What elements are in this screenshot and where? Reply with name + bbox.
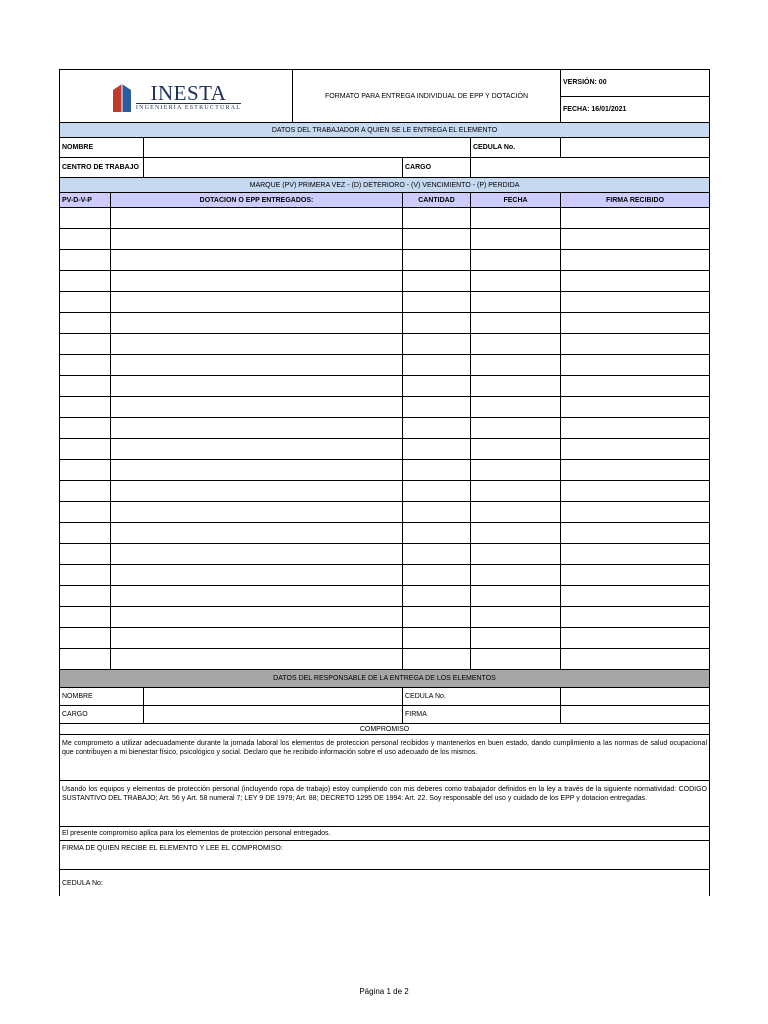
fecha-cell[interactable] xyxy=(471,586,561,607)
dotacion-cell[interactable] xyxy=(111,334,403,355)
fecha-cell[interactable] xyxy=(471,313,561,334)
legend-banner: MARQUE (PV) PRIMERA VEZ - (D) DETERIORO - (V) VENCIMIENTO - (P) PERDIDA xyxy=(60,178,710,193)
logo-cell xyxy=(60,70,293,123)
table-row xyxy=(60,292,710,313)
cantidad-cell[interactable] xyxy=(403,439,471,460)
pvdvp-cell[interactable] xyxy=(60,250,111,271)
compromiso-paragraph-2: Usando los equipos y elementos de protección personal (incluyendo ropa de trabajo) estoy cumpliendo con mis deberes como trabajador definidos en la ley a través de la siguiente normatividad: CODIGO SUSTANTIVO DEL TRABAJO; Art. 56 y Art. 58 numeral 7; LEY 9 DE 1979; Art. 88; DECRETO 1295 DE 1994: Art. 22. Soy responsable del uso y cuidado de los EPP y dotacion entregadas. xyxy=(60,781,710,827)
fecha-cell[interactable] xyxy=(471,565,561,586)
epp-form-table xyxy=(59,69,710,896)
compromiso-paragraph-1: Me comprometo a utilizar adecuadamente durante la jornada laboral los elementos de proteccion personal recibidos y mantenerlos en buen estado, dando cumplimiento a las normas de salud ocupacional que contribuyen a mi bienestar físico, psicológico y social. Declaro que he recibido información sobre el uso adecuado de los mismos. xyxy=(60,735,710,781)
cantidad-cell[interactable] xyxy=(403,313,471,334)
dotacion-cell[interactable] xyxy=(111,607,403,628)
fecha-cell[interactable] xyxy=(471,628,561,649)
table-row xyxy=(60,607,710,628)
form-sheet xyxy=(59,69,709,896)
col-header-cantidad: CANTIDAD xyxy=(403,193,471,208)
firma-cell[interactable] xyxy=(561,565,710,586)
pvdvp-cell[interactable] xyxy=(60,481,111,502)
table-row xyxy=(60,502,710,523)
fecha-cell[interactable] xyxy=(471,271,561,292)
cantidad-cell[interactable] xyxy=(403,460,471,481)
pvdvp-cell[interactable] xyxy=(60,649,111,670)
responsible-section-title: DATOS DEL RESPONSABLE DE LA ENTREGA DE LOS ELEMENTOS xyxy=(60,670,710,688)
table-row xyxy=(60,334,710,355)
page-number: Página 1 de 2 xyxy=(359,987,409,996)
fecha-cell[interactable] xyxy=(471,523,561,544)
dotacion-cell[interactable] xyxy=(111,271,403,292)
pvdvp-cell[interactable] xyxy=(60,565,111,586)
dotacion-cell[interactable] xyxy=(111,292,403,313)
fecha-cell[interactable] xyxy=(471,376,561,397)
firma-cell[interactable] xyxy=(561,460,710,481)
fecha-cell[interactable] xyxy=(471,418,561,439)
table-row xyxy=(60,439,710,460)
table-row xyxy=(60,418,710,439)
cantidad-cell[interactable] xyxy=(403,565,471,586)
fecha-cell[interactable] xyxy=(471,250,561,271)
cantidad-cell[interactable] xyxy=(403,586,471,607)
firma-cell[interactable] xyxy=(561,397,710,418)
worker-cedula-field[interactable] xyxy=(561,138,710,158)
cantidad-cell[interactable] xyxy=(403,376,471,397)
cantidad-cell[interactable] xyxy=(403,229,471,250)
company-logo xyxy=(111,82,241,112)
table-row xyxy=(60,565,710,586)
responsible-firma-field[interactable] xyxy=(561,706,710,724)
pvdvp-cell[interactable] xyxy=(60,628,111,649)
firma-cell[interactable] xyxy=(561,418,710,439)
dotacion-cell[interactable] xyxy=(111,418,403,439)
firma-cell[interactable] xyxy=(561,481,710,502)
cantidad-cell[interactable] xyxy=(403,418,471,439)
firma-cell[interactable] xyxy=(561,229,710,250)
fecha-cell[interactable] xyxy=(471,649,561,670)
pvdvp-cell[interactable] xyxy=(60,607,111,628)
firma-cell[interactable] xyxy=(561,292,710,313)
pvdvp-cell[interactable] xyxy=(60,586,111,607)
pvdvp-cell[interactable] xyxy=(60,460,111,481)
responsible-firma-label: FIRMA xyxy=(403,706,561,724)
cantidad-cell[interactable] xyxy=(403,397,471,418)
dotacion-cell[interactable] xyxy=(111,313,403,334)
firma-cell[interactable] xyxy=(561,334,710,355)
pvdvp-cell[interactable] xyxy=(60,313,111,334)
pvdvp-cell[interactable] xyxy=(60,229,111,250)
compromiso-title: COMPROMISO xyxy=(60,724,710,735)
cantidad-cell[interactable] xyxy=(403,481,471,502)
cantidad-cell[interactable] xyxy=(403,523,471,544)
dotacion-cell[interactable] xyxy=(111,502,403,523)
cantidad-cell[interactable] xyxy=(403,334,471,355)
firma-recibe-field[interactable]: FIRMA DE QUIEN RECIBE EL ELEMENTO Y LEE EL COMPROMISO: xyxy=(60,841,710,870)
worker-nombre-label: NOMBRE xyxy=(60,138,144,158)
fecha-cell[interactable] xyxy=(471,439,561,460)
table-row xyxy=(60,397,710,418)
epp-rows xyxy=(60,208,710,670)
table-row xyxy=(60,649,710,670)
pvdvp-cell[interactable] xyxy=(60,439,111,460)
dotacion-cell[interactable] xyxy=(111,544,403,565)
pvdvp-cell[interactable] xyxy=(60,502,111,523)
dotacion-cell[interactable] xyxy=(111,397,403,418)
pvdvp-cell[interactable] xyxy=(60,418,111,439)
logo-subtitle: INGENIERÍA ESTRUCTURAL xyxy=(135,105,242,111)
dotacion-cell[interactable] xyxy=(111,565,403,586)
fecha-cell[interactable] xyxy=(471,397,561,418)
firma-cell[interactable] xyxy=(561,271,710,292)
dotacion-cell[interactable] xyxy=(111,376,403,397)
fecha-cell[interactable] xyxy=(471,460,561,481)
fecha-cell[interactable] xyxy=(471,334,561,355)
cantidad-cell[interactable] xyxy=(403,208,471,229)
table-row xyxy=(60,460,710,481)
firma-cell[interactable] xyxy=(561,649,710,670)
firma-cell[interactable] xyxy=(561,313,710,334)
fecha-cell[interactable] xyxy=(471,544,561,565)
fecha-cell[interactable] xyxy=(471,607,561,628)
dotacion-cell[interactable] xyxy=(111,586,403,607)
cantidad-cell[interactable] xyxy=(403,502,471,523)
dotacion-cell[interactable] xyxy=(111,229,403,250)
table-row xyxy=(60,523,710,544)
fecha-cell[interactable] xyxy=(471,355,561,376)
responsible-cedula-field[interactable] xyxy=(561,688,710,706)
version-label: VERSIÓN: 00 xyxy=(561,70,710,97)
firma-cell[interactable] xyxy=(561,250,710,271)
firma-cell[interactable] xyxy=(561,376,710,397)
dotacion-cell[interactable] xyxy=(111,481,403,502)
table-row xyxy=(60,376,710,397)
worker-cargo-label: CARGO xyxy=(403,158,471,178)
dotacion-cell[interactable] xyxy=(111,355,403,376)
pvdvp-cell[interactable] xyxy=(60,292,111,313)
col-header-dotacion: DOTACION O EPP ENTREGADOS: xyxy=(111,193,403,208)
cantidad-cell[interactable] xyxy=(403,607,471,628)
fecha-cell[interactable] xyxy=(471,502,561,523)
table-row xyxy=(60,355,710,376)
responsible-nombre-field[interactable] xyxy=(144,688,403,706)
col-header-fecha: FECHA xyxy=(471,193,561,208)
form-title: FORMATO PARA ENTREGA INDIVIDUAL DE EPP Y DOTACIÓN xyxy=(293,70,561,123)
cantidad-cell[interactable] xyxy=(403,649,471,670)
pvdvp-cell[interactable] xyxy=(60,544,111,565)
fecha-cell[interactable] xyxy=(471,292,561,313)
pvdvp-cell[interactable] xyxy=(60,376,111,397)
cantidad-cell[interactable] xyxy=(403,628,471,649)
col-header-firma: FIRMA RECIBIDO xyxy=(561,193,710,208)
pvdvp-cell[interactable] xyxy=(60,208,111,229)
table-row xyxy=(60,208,710,229)
responsible-cargo-field[interactable] xyxy=(144,706,403,724)
pvdvp-cell[interactable] xyxy=(60,271,111,292)
date-label: FECHA: 16/01/2021 xyxy=(561,96,710,123)
compromiso-paragraph-3: El presente compromiso aplica para los elementos de protección personal entregados. xyxy=(60,827,710,841)
pvdvp-cell[interactable] xyxy=(60,397,111,418)
firma-cell[interactable] xyxy=(561,502,710,523)
firma-cell[interactable] xyxy=(561,607,710,628)
dotacion-cell[interactable] xyxy=(111,460,403,481)
worker-cargo-field[interactable] xyxy=(471,158,710,178)
table-row xyxy=(60,313,710,334)
dotacion-cell[interactable] xyxy=(111,208,403,229)
table-row xyxy=(60,250,710,271)
worker-nombre-field[interactable] xyxy=(144,138,471,158)
dotacion-cell[interactable] xyxy=(111,439,403,460)
pvdvp-cell[interactable] xyxy=(60,334,111,355)
cedula-recibe-field[interactable]: CEDULA No: xyxy=(60,870,710,897)
fecha-cell[interactable] xyxy=(471,481,561,502)
table-row xyxy=(60,544,710,565)
responsible-nombre-label: NOMBRE xyxy=(60,688,144,706)
building-logo-icon xyxy=(111,82,133,112)
cantidad-cell[interactable] xyxy=(403,271,471,292)
cantidad-cell[interactable] xyxy=(403,250,471,271)
firma-cell[interactable] xyxy=(561,523,710,544)
table-row xyxy=(60,481,710,502)
firma-cell[interactable] xyxy=(561,439,710,460)
fecha-cell[interactable] xyxy=(471,208,561,229)
worker-centro-label: CENTRO DE TRABAJO xyxy=(60,158,144,178)
responsible-cargo-label: CARGO xyxy=(60,706,144,724)
pvdvp-cell[interactable] xyxy=(60,523,111,544)
logo-name: INESTA xyxy=(150,81,227,105)
cantidad-cell[interactable] xyxy=(403,544,471,565)
fecha-cell[interactable] xyxy=(471,229,561,250)
cantidad-cell[interactable] xyxy=(403,355,471,376)
table-row xyxy=(60,229,710,250)
worker-cedula-label: CEDULA No. xyxy=(471,138,561,158)
responsible-cedula-label: CEDULA No. xyxy=(403,688,561,706)
firma-cell[interactable] xyxy=(561,586,710,607)
firma-cell[interactable] xyxy=(561,628,710,649)
table-row xyxy=(60,271,710,292)
pvdvp-cell[interactable] xyxy=(60,355,111,376)
col-header-pvdvp: PV-D-V-P xyxy=(60,193,111,208)
worker-section-title: DATOS DEL TRABAJADOR A QUIEN SE LE ENTREGA EL ELEMENTO xyxy=(60,123,710,138)
firma-cell[interactable] xyxy=(561,544,710,565)
dotacion-cell[interactable] xyxy=(111,523,403,544)
firma-cell[interactable] xyxy=(561,208,710,229)
dotacion-cell[interactable] xyxy=(111,628,403,649)
table-row xyxy=(60,586,710,607)
cantidad-cell[interactable] xyxy=(403,292,471,313)
firma-cell[interactable] xyxy=(561,355,710,376)
table-row xyxy=(60,628,710,649)
dotacion-cell[interactable] xyxy=(111,250,403,271)
worker-centro-field[interactable] xyxy=(144,158,403,178)
dotacion-cell[interactable] xyxy=(111,649,403,670)
